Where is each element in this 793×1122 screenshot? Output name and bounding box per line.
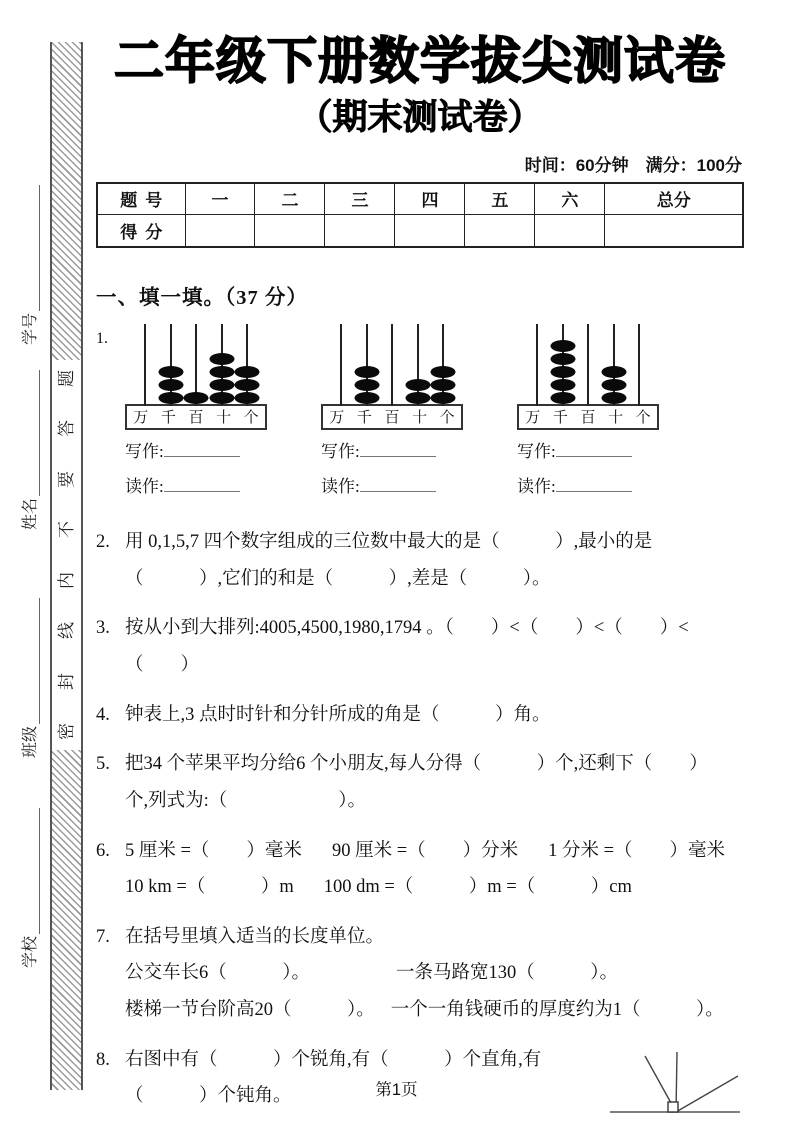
score-cell [395, 215, 465, 247]
unit-conversion: 1 分米 =（ ）毫米 [548, 840, 726, 861]
read-as-blank [556, 479, 632, 492]
write-as-blank [164, 444, 240, 457]
seal-char: 密 [57, 722, 76, 740]
student-number-blank [26, 185, 40, 311]
abacus-diagram [321, 324, 463, 430]
abacus-bead [601, 366, 626, 378]
write-as-line [517, 439, 659, 465]
score-cell [255, 215, 325, 247]
length-unit-item: 一个一角钱硬币的厚度约为1（ ）。 [390, 1000, 724, 1021]
abacus-groups [125, 324, 659, 501]
section-1-title: 一、填一填。（37 分） [96, 286, 308, 309]
read-as-label: 读作: [321, 476, 360, 496]
question-2-number: 2. [96, 532, 110, 553]
abacus-bead [405, 392, 430, 404]
abacus-place-labels [125, 404, 267, 430]
class-blank [26, 598, 40, 724]
seal-char: 不 [57, 521, 76, 539]
school-blank [26, 808, 40, 934]
abacus-bead [209, 353, 234, 365]
abacus-rods [321, 324, 463, 404]
question-5-body [125, 746, 744, 819]
question-number-header: 题号 [97, 183, 185, 215]
read-as-line [517, 474, 659, 500]
abacus-rod [184, 324, 208, 404]
col-header: 五 [465, 183, 535, 215]
question-8-number: 8. [96, 1049, 110, 1070]
place-value-label: 千 [160, 410, 176, 426]
abacus-rod [210, 324, 234, 404]
read-as-line [125, 474, 267, 500]
student-number-field [18, 185, 40, 345]
abacus-rods [517, 324, 659, 404]
abacus-bead [158, 366, 183, 378]
seal-char: 答 [57, 420, 76, 438]
abacus-rods [125, 324, 267, 404]
place-value-label: 个 [439, 410, 455, 426]
abacus-rod [235, 324, 259, 404]
abacus-bead [354, 379, 379, 391]
abacus-rod [406, 324, 430, 404]
place-value-label: 十 [608, 410, 624, 426]
abacus-rod [159, 324, 183, 404]
score-cell [535, 215, 605, 247]
place-value-label: 万 [133, 410, 149, 426]
question-5 [96, 746, 744, 819]
question-2-line1: 用 0,1,5,7 四个数字组成的三位数中最大的是（ ）,最小的是 [125, 532, 653, 553]
col-header: 一 [185, 183, 255, 215]
question-7-body [125, 919, 744, 1029]
seal-char: 线 [57, 622, 76, 640]
abacus-rod [627, 324, 651, 404]
time-score-info: 时间：60分钟 满分：100分 [524, 155, 742, 175]
abacus-bead [158, 392, 183, 404]
abacus-bead [209, 392, 234, 404]
abacus-bead [601, 392, 626, 404]
length-unit-item: 公交车长6（ ）。 [125, 963, 311, 984]
score-cell [605, 215, 743, 247]
abacus-bead [405, 379, 430, 391]
col-header: 四 [395, 183, 465, 215]
question-8-line2: （ ）个钝角。 [125, 1086, 292, 1107]
place-value-label: 千 [356, 410, 372, 426]
abacus-diagram [125, 324, 267, 430]
main-content [96, 30, 744, 1122]
abacus-rod [133, 324, 157, 404]
question-7-intro: 在括号里填入适当的长度单位。 [125, 926, 385, 947]
abacus-rod [602, 324, 626, 404]
abacus-bead [601, 379, 626, 391]
question-5-line2: 个,列式为:（ ）。 [125, 790, 367, 811]
abacus-bead [354, 392, 379, 404]
question-4 [96, 697, 744, 734]
score-cell [185, 215, 255, 247]
place-value-label: 十 [412, 410, 428, 426]
abacus-bead [550, 353, 575, 365]
question-6 [96, 833, 744, 906]
abacus-rod [380, 324, 404, 404]
abacus-bead [550, 379, 575, 391]
abacus-group-1 [125, 324, 267, 501]
class-label: 班级 [22, 725, 39, 758]
question-5-number: 5. [96, 754, 110, 775]
question-7-row2 [125, 992, 744, 1029]
place-value-label: 个 [635, 410, 651, 426]
seal-char: 封 [57, 672, 76, 690]
col-header: 总分 [605, 183, 743, 215]
abacus-bead [550, 392, 575, 404]
score-table-header-row [97, 183, 743, 215]
question-6-number: 6. [96, 840, 110, 861]
question-1 [96, 324, 744, 501]
seal-hatching-top [52, 42, 81, 360]
abacus-place-labels [321, 404, 463, 430]
abacus-rod [576, 324, 600, 404]
score-row-label: 得分 [97, 215, 185, 247]
seal-hatching-bottom [52, 750, 81, 1090]
abacus-bead [235, 392, 260, 404]
abacus-group-3 [517, 324, 659, 501]
write-as-label: 写作: [321, 441, 360, 461]
page-title: 二年级下册数学拔尖测试卷 [114, 33, 726, 89]
abacus-bead [209, 379, 234, 391]
page-subtitle: （期末测试卷） [297, 97, 543, 137]
score-cell [465, 215, 535, 247]
question-4-body: 钟表上,3 点时时针和分针所成的角是（ ）角。 [125, 704, 551, 725]
abacus-bead [431, 379, 456, 391]
seal-char: 要 [57, 470, 76, 488]
seal-char: 内 [57, 571, 76, 589]
abacus-bead [550, 366, 575, 378]
abacus-bead [431, 392, 456, 404]
question-3-body: 按从小到大排列:4005,4500,1980,1794 。（ ）<（ ）<（ ）<（ ） [125, 618, 689, 676]
read-as-blank [164, 479, 240, 492]
unit-conversion: 5 厘米 =（ ）毫米 [125, 840, 302, 861]
question-7-number: 7. [96, 926, 110, 947]
place-value-label: 百 [580, 410, 596, 426]
abacus-bead [354, 366, 379, 378]
question-5-line1: 把34 个苹果平均分给6 个小朋友,每人分得（ ）个,还剩下（ ） [125, 754, 708, 775]
abacus-rod [329, 324, 353, 404]
unit-conversion: 100 dm =（ ）m =（ ）cm [323, 877, 632, 898]
school-field [18, 808, 40, 968]
place-value-label: 百 [188, 410, 204, 426]
place-value-label: 百 [384, 410, 400, 426]
abacus-group-2 [321, 324, 463, 501]
student-name-blank [26, 370, 40, 496]
question-7-row1 [125, 955, 744, 992]
read-as-label: 读作: [517, 476, 556, 496]
abacus-rod [525, 324, 549, 404]
abacus-rod [551, 324, 575, 404]
read-as-line [321, 474, 463, 500]
seal-char: 题 [57, 370, 76, 387]
place-value-label: 万 [329, 410, 345, 426]
question-8-line1: 右图中有（ ）个锐角,有（ ）个直角,有 [125, 1049, 542, 1070]
question-6-body [125, 833, 744, 906]
abacus-rod [355, 324, 379, 404]
place-value-label: 十 [216, 410, 232, 426]
abacus-place-labels [517, 404, 659, 430]
score-table [96, 182, 744, 248]
length-unit-item: 一条马路宽130（ ）。 [396, 963, 619, 984]
abacus-bead [209, 366, 234, 378]
abacus-rod [431, 324, 455, 404]
question-2 [96, 524, 744, 597]
question-7 [96, 919, 744, 1029]
abacus-bead [235, 366, 260, 378]
question-6-row2 [125, 869, 744, 906]
write-as-line [321, 439, 463, 465]
read-as-blank [360, 479, 436, 492]
unit-conversion: 10 km =（ ）m [125, 877, 294, 898]
question-6-row1 [125, 833, 744, 870]
abacus-bead [235, 379, 260, 391]
class-field [18, 598, 40, 758]
question-2-line2: （ ）,它们的和是（ ）,差是（ ）。 [125, 568, 551, 589]
col-header: 二 [255, 183, 325, 215]
school-label: 学校 [22, 935, 39, 968]
write-as-label: 写作: [125, 441, 164, 461]
place-value-label: 万 [525, 410, 541, 426]
col-header: 六 [535, 183, 605, 215]
abacus-bead [550, 340, 575, 352]
write-as-line [125, 439, 267, 465]
place-value-label: 个 [243, 410, 259, 426]
question-1-number: 1. [96, 329, 108, 347]
student-number-label: 学号 [22, 312, 39, 345]
question-3-number: 3. [96, 618, 110, 639]
abacus-bead [158, 379, 183, 391]
abacus-bead [431, 366, 456, 378]
abacus-diagram [517, 324, 659, 430]
question-2-body [125, 524, 744, 597]
question-3 [96, 610, 744, 683]
write-as-blank [556, 444, 632, 457]
write-as-blank [360, 444, 436, 457]
seal-line-strip [50, 42, 83, 1090]
page-number: 第1页 [375, 1081, 418, 1099]
write-as-label: 写作: [517, 441, 556, 461]
read-as-label: 读作: [125, 476, 164, 496]
student-name-label: 姓名 [22, 497, 39, 530]
question-4-number: 4. [96, 704, 110, 725]
col-header: 三 [325, 183, 395, 215]
unit-conversion: 90 厘米 =（ ）分米 [331, 840, 519, 861]
score-cell [325, 215, 395, 247]
place-value-label: 千 [552, 410, 568, 426]
seal-line-text [52, 360, 81, 750]
score-table-score-row [97, 215, 743, 247]
student-name-field [18, 370, 40, 530]
length-unit-item: 楼梯一节台阶高20（ ）。 [125, 1000, 375, 1021]
abacus-bead [184, 392, 209, 404]
